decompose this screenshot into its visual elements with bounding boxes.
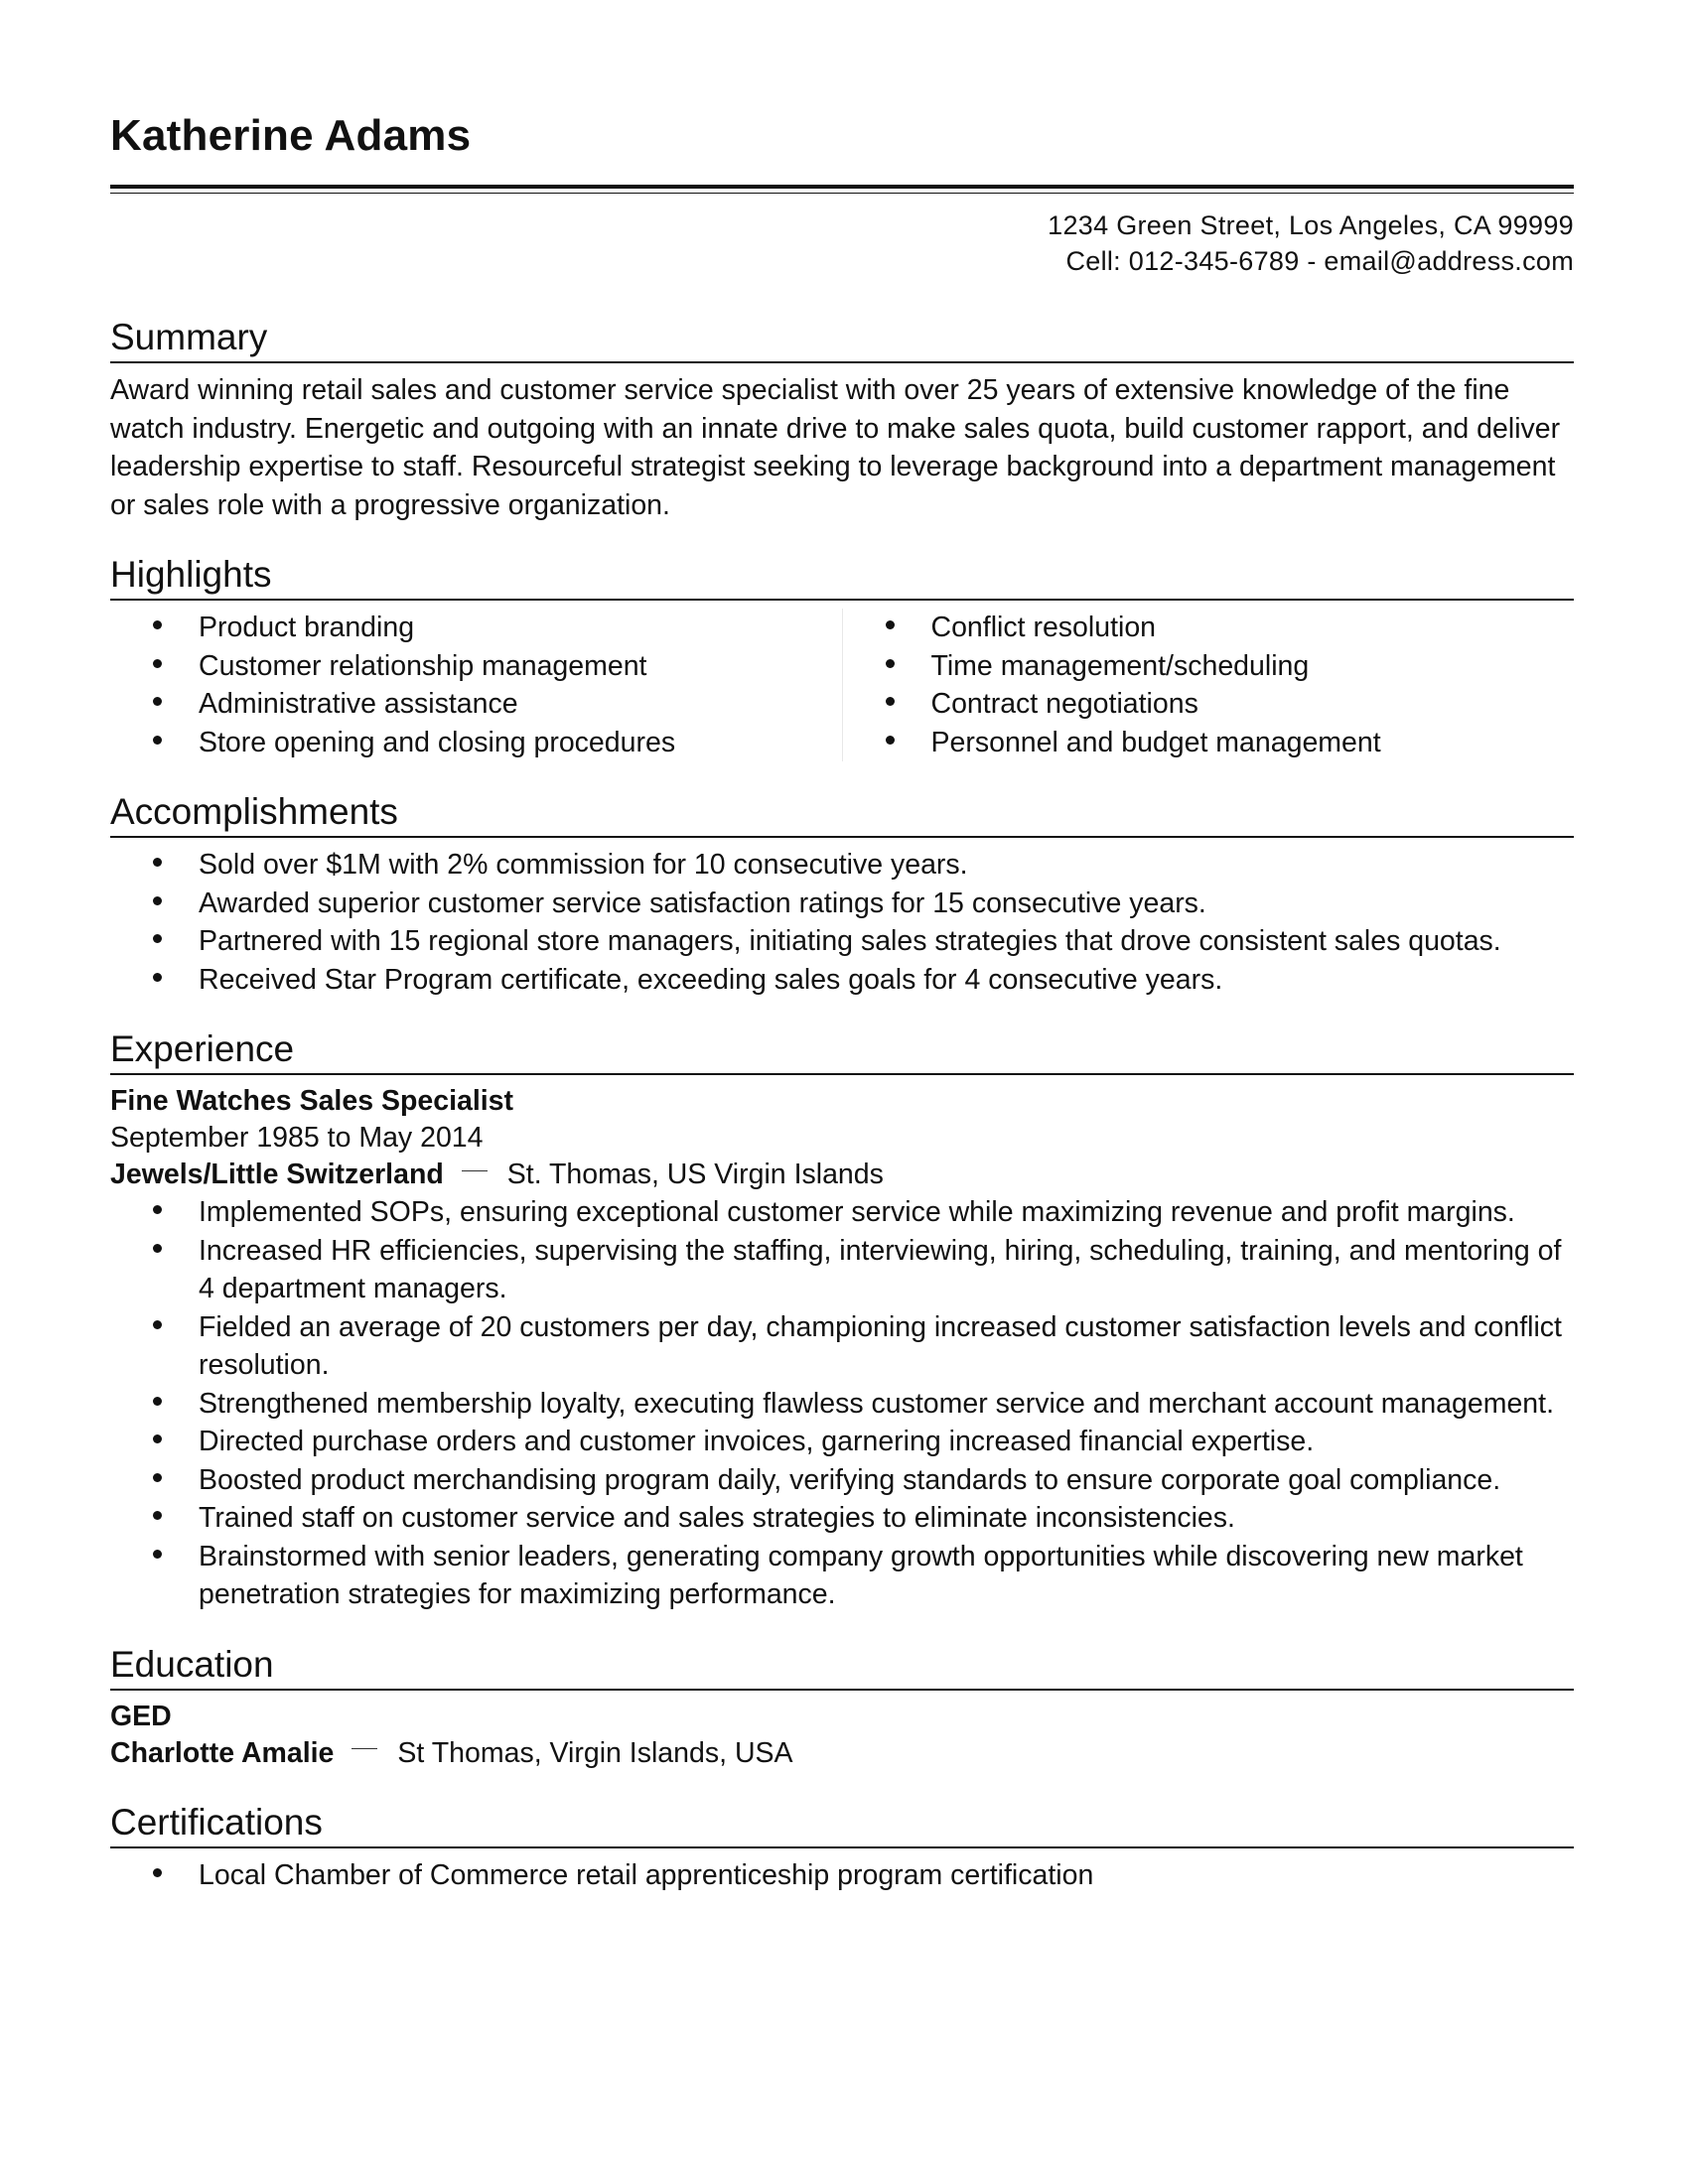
section-title-accomplishments: Accomplishments bbox=[110, 791, 398, 832]
phone-email: Cell: 012-345-6789 - email@address.com bbox=[1065, 246, 1574, 276]
bullet-icon bbox=[153, 620, 162, 629]
bullet-icon bbox=[153, 896, 162, 905]
section-divider bbox=[110, 361, 1574, 363]
bullet-icon bbox=[153, 659, 162, 668]
bullet-icon bbox=[153, 1473, 162, 1482]
section-title-education: Education bbox=[110, 1643, 274, 1685]
list-item: Directed purchase orders and customer invoices, garnering increased financial expertise. bbox=[110, 1423, 1574, 1461]
section-divider bbox=[110, 1073, 1574, 1075]
list-item: Time management/scheduling bbox=[843, 647, 1575, 686]
bullet-icon bbox=[886, 697, 895, 706]
summary-text: Award winning retail sales and customer service specialist with over 25 years of extensive knowledge of the fine watch industry. Energetic and outgoing with an innate drive to make sales quota, build customer rapport, and deliver leadership expertise to staff. Resourceful strategist seeking to leverage background into a department management or sales role with a progressive organization. bbox=[110, 374, 1561, 521]
bullet-icon bbox=[153, 1868, 162, 1877]
section-title-highlights: Highlights bbox=[110, 554, 272, 595]
list-item: Strengthened membership loyalty, executing flawless customer service and merchant account management. bbox=[110, 1385, 1574, 1424]
section-divider bbox=[110, 599, 1574, 601]
summary-section bbox=[110, 315, 1574, 524]
list-item: Brainstormed with senior leaders, generating company growth opportunities while discovering new market penetration strategies for maximizing performance. bbox=[110, 1538, 1574, 1614]
candidate-name: Katherine Adams bbox=[110, 111, 472, 160]
bullet-icon bbox=[153, 858, 162, 867]
bullet-icon bbox=[153, 736, 162, 745]
list-item: Personnel and budget management bbox=[843, 724, 1575, 762]
bullet-icon bbox=[886, 736, 895, 745]
bullet-icon bbox=[153, 1244, 162, 1253]
bullet-icon bbox=[153, 973, 162, 982]
list-item: Trained staff on customer service and sales strategies to eliminate inconsistencies. bbox=[110, 1499, 1574, 1538]
section-title-experience: Experience bbox=[110, 1028, 295, 1069]
bullet-icon bbox=[153, 697, 162, 706]
section-title-certifications: Certifications bbox=[110, 1801, 323, 1843]
company-name: Jewels/Little Switzerland bbox=[110, 1159, 444, 1190]
list-item: Conflict resolution bbox=[843, 609, 1575, 647]
bullet-icon bbox=[153, 1397, 162, 1406]
section-title-summary: Summary bbox=[110, 317, 268, 357]
degree: GED bbox=[110, 1700, 172, 1732]
bullet-icon bbox=[886, 659, 895, 668]
bullet-icon bbox=[153, 1320, 162, 1329]
section-divider bbox=[110, 1846, 1574, 1848]
bullet-icon bbox=[153, 1205, 162, 1214]
list-item: Implemented SOPs, ensuring exceptional customer service while maximizing revenue and profit margins. bbox=[110, 1193, 1574, 1232]
bullet-icon bbox=[153, 1434, 162, 1443]
bullet-icon bbox=[153, 934, 162, 943]
school-line bbox=[110, 1735, 1574, 1772]
school-location: St Thomas, Virgin Islands, USA bbox=[397, 1736, 793, 1769]
list-item: Awarded superior customer service satisfaction ratings for 15 consecutive years. bbox=[110, 885, 1574, 923]
header-divider-thin bbox=[110, 193, 1574, 194]
list-item: Product branding bbox=[110, 609, 842, 647]
list-item: Increased HR efficiencies, supervising the staffing, interviewing, hiring, scheduling, training, and mentoring of 4 department managers. bbox=[110, 1232, 1574, 1308]
section-divider bbox=[110, 836, 1574, 838]
list-item: Sold over $1M with 2% commission for 10 consecutive years. bbox=[110, 846, 1574, 885]
address: 1234 Green Street, Los Angeles, CA 99999 bbox=[1048, 210, 1574, 240]
highlights-right-column bbox=[843, 609, 1575, 761]
job-title: Fine Watches Sales Specialist bbox=[110, 1085, 514, 1117]
certifications-section bbox=[110, 1800, 1574, 1895]
list-item: Boosted product merchandising program daily, verifying standards to ensure corporate goal compliance. bbox=[110, 1461, 1574, 1500]
school-name: Charlotte Amalie bbox=[110, 1736, 335, 1769]
education-section bbox=[110, 1642, 1574, 1772]
section-divider bbox=[110, 1689, 1574, 1691]
job-dates: September 1985 to May 2014 bbox=[110, 1122, 484, 1154]
list-item: Partnered with 15 regional store managers, initiating sales strategies that drove consistent sales quotas. bbox=[110, 922, 1574, 961]
highlights-left-column bbox=[110, 609, 843, 761]
list-item: Fielded an average of 20 customers per day, championing increased customer satisfaction levels and conflict resolution. bbox=[110, 1308, 1574, 1385]
contact-block bbox=[110, 207, 1574, 279]
list-item: Customer relationship management bbox=[110, 647, 842, 686]
highlights-section bbox=[110, 552, 1574, 761]
experience-section bbox=[110, 1026, 1574, 1614]
header-divider-thick bbox=[110, 185, 1574, 189]
dash-separator bbox=[352, 1748, 377, 1749]
dash-separator bbox=[462, 1170, 488, 1171]
resume-content bbox=[110, 107, 1574, 1894]
list-item: Received Star Program certificate, exceeding sales goals for 4 consecutive years. bbox=[110, 961, 1574, 1000]
bullet-icon bbox=[153, 1550, 162, 1559]
list-item: Local Chamber of Commerce retail apprenticeship program certification bbox=[110, 1856, 1574, 1895]
job-employer-line bbox=[110, 1157, 1574, 1193]
list-item: Store opening and closing procedures bbox=[110, 724, 842, 762]
highlights-columns bbox=[110, 609, 1574, 761]
list-item: Administrative assistance bbox=[110, 685, 842, 724]
bullet-icon bbox=[886, 620, 895, 629]
job-location: St. Thomas, US Virgin Islands bbox=[506, 1159, 884, 1190]
accomplishments-section bbox=[110, 789, 1574, 999]
bullet-icon bbox=[153, 1511, 162, 1520]
list-item: Contract negotiations bbox=[843, 685, 1575, 724]
